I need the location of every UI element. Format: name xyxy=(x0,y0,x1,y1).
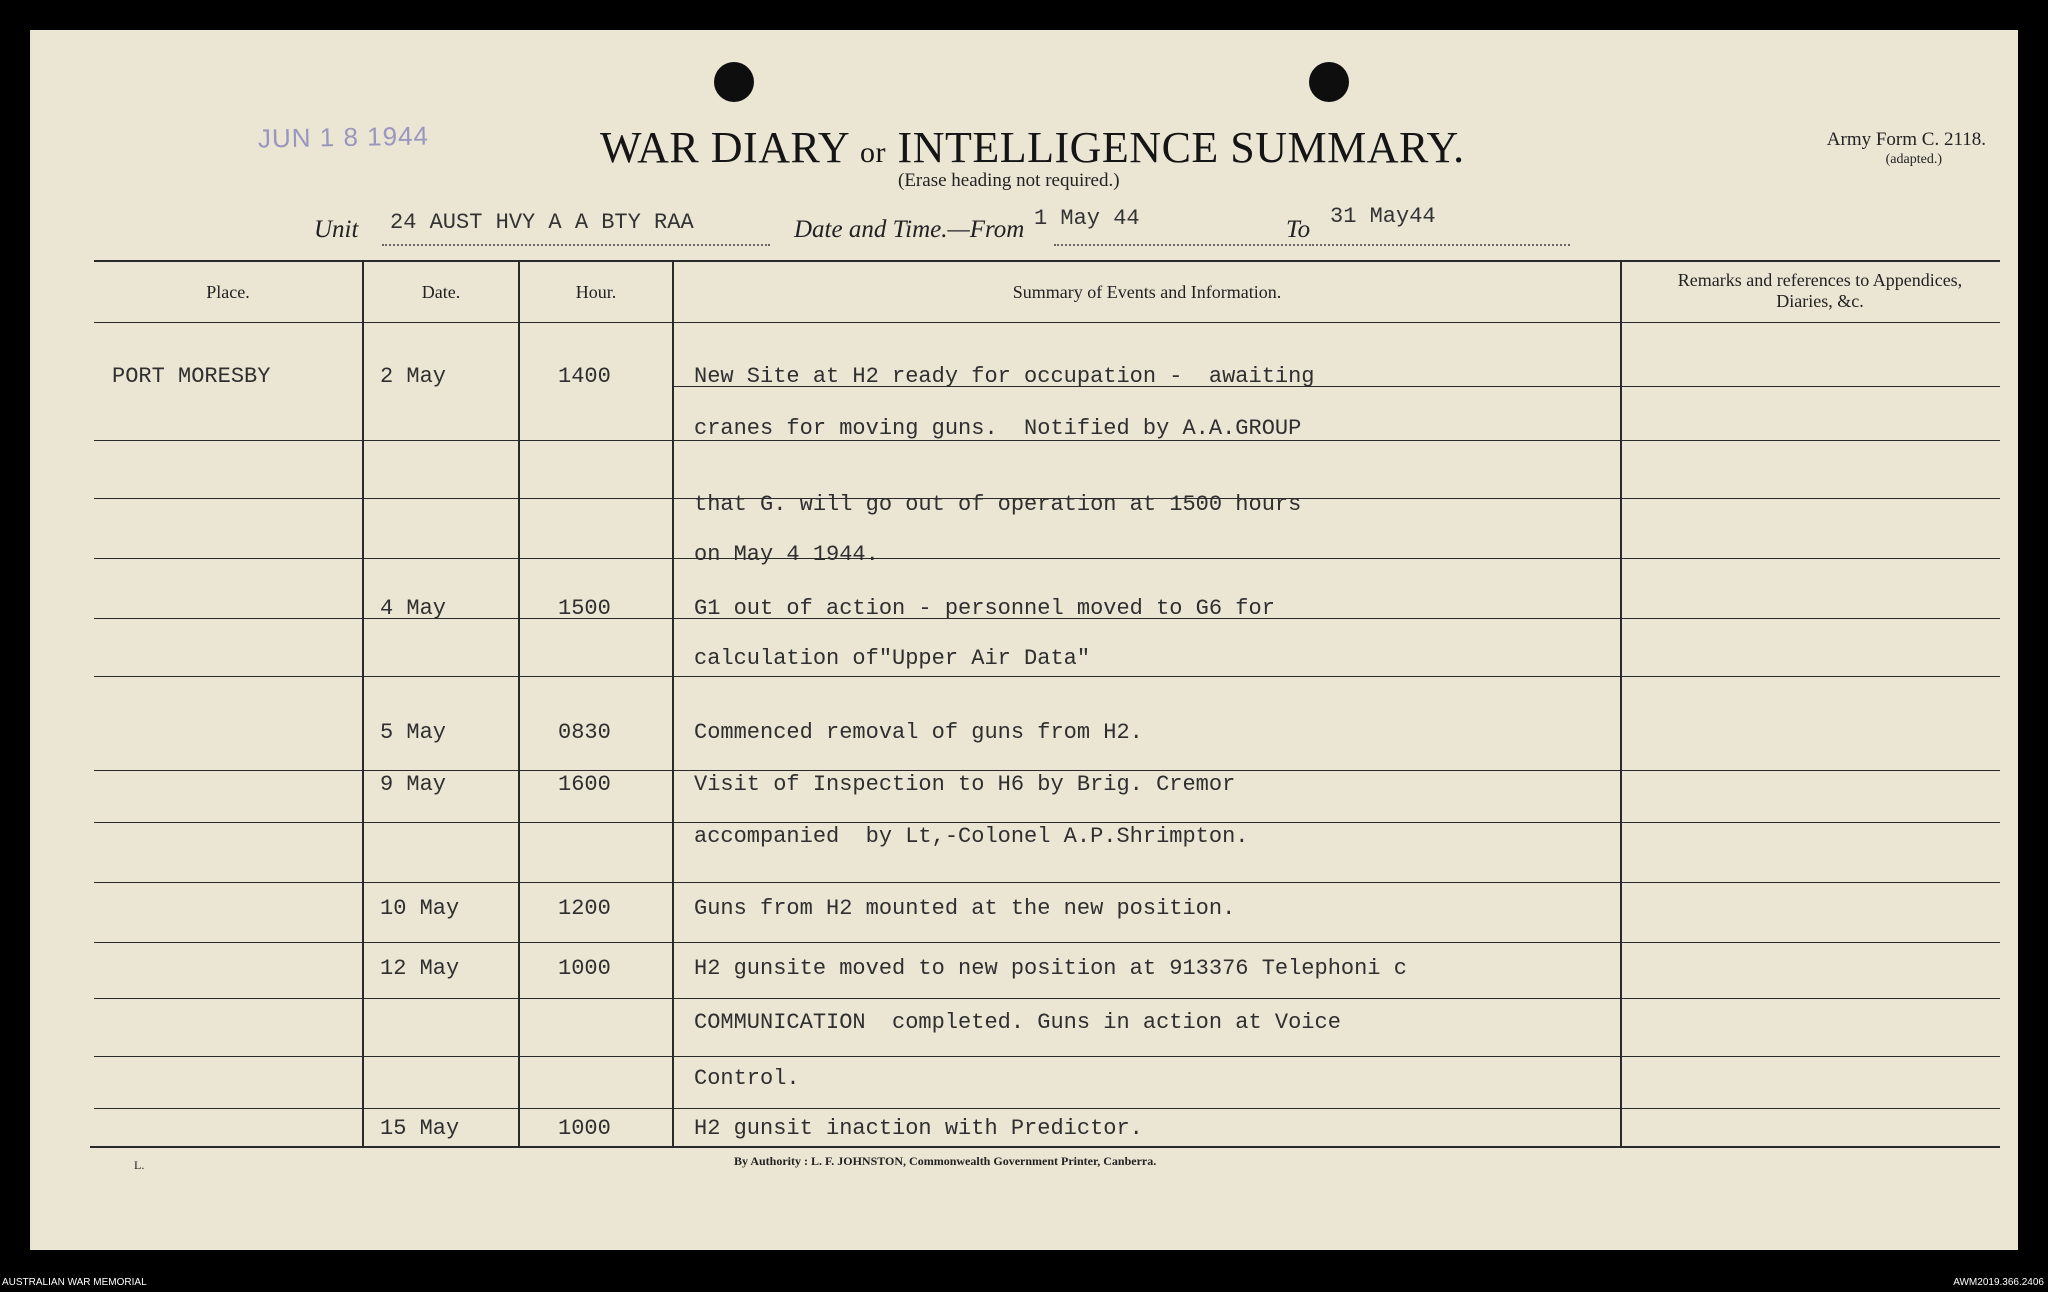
entry-date: 2 May xyxy=(380,364,447,389)
entry-summary: New Site at H2 ready for occupation - awaiting xyxy=(694,364,1315,389)
title-or: or xyxy=(860,136,887,169)
footer-authority-text: By Authority : L. F. JOHNSTON, Commonwealth Government Printer, Canberra. xyxy=(734,1154,1157,1168)
entry-summary: accompanied by Lt,-Colonel A.P.Shrimpton. xyxy=(694,824,1249,849)
column-divider-summary xyxy=(1620,260,1622,1148)
entry-hour: 1000 xyxy=(558,956,611,981)
caption-source: AUSTRALIAN WAR MEMORIAL xyxy=(2,1277,147,1288)
received-date-stamp: JUN 1 8 1944 xyxy=(257,120,430,154)
army-form-label: Army Form C. 2118. xyxy=(1826,129,1986,150)
row-rule xyxy=(94,1056,2000,1057)
entry-summary: G1 out of action - personnel moved to G6 for xyxy=(694,596,1275,621)
unit-value: 24 AUST HVY A A BTY RAA xyxy=(390,210,694,235)
date-to-label: To xyxy=(1286,216,1311,243)
entry-date: 5 May xyxy=(380,720,447,745)
unit-label: Unit xyxy=(314,216,359,243)
column-header-hour: Hour. xyxy=(575,282,617,302)
entry-summary: Guns from H2 mounted at the new position. xyxy=(694,896,1236,921)
entry-hour: 1400 xyxy=(558,364,611,389)
row-rule xyxy=(94,882,2000,883)
row-rule xyxy=(94,322,2000,323)
date-from-value: 1 May 44 xyxy=(1034,206,1140,231)
entry-summary: on May 4 1944. xyxy=(694,542,879,567)
entry-summary: Visit of Inspection to H6 by Brig. Cremor xyxy=(694,772,1236,797)
footer-authority xyxy=(734,1154,1156,1169)
form-title xyxy=(600,122,1465,173)
column-header-remarks: Remarks and references to Appendices, Diaries, &c. xyxy=(1677,270,1963,311)
entry-summary: calculation of"Upper Air Data" xyxy=(694,646,1091,671)
row-rule xyxy=(94,998,2000,999)
army-form-number xyxy=(1827,130,1986,170)
unit-dotted-line xyxy=(382,244,770,246)
caption-accession-number: AWM2019.366.2406 xyxy=(1953,1277,2044,1288)
entry-hour: 0830 xyxy=(558,720,611,745)
army-form-adapted: (adapted.) xyxy=(1885,152,1942,167)
punch-hole-left xyxy=(714,62,754,102)
date-time-label: Date and Time.—From xyxy=(794,216,1025,243)
row-rule xyxy=(94,822,2000,823)
table-bottom-border xyxy=(90,1146,2000,1148)
diary-page xyxy=(30,30,2018,1250)
row-rule xyxy=(94,676,2000,677)
entry-summary: COMMUNICATION completed. Guns in action at Voice xyxy=(694,1010,1341,1035)
entry-summary: H2 gunsite moved to new position at 913376 Telephoni c xyxy=(694,956,1407,981)
entry-hour: 1600 xyxy=(558,772,611,797)
entry-hour: 1500 xyxy=(558,596,611,621)
row-rule xyxy=(94,558,2000,559)
entry-summary: Control. xyxy=(694,1066,800,1091)
punch-hole-right xyxy=(1309,62,1349,102)
entry-date: 10 May xyxy=(380,896,460,921)
title-war-diary: WAR DIARY xyxy=(600,123,849,172)
entry-summary: cranes for moving guns. Notified by A.A.GROUP xyxy=(694,416,1302,441)
title-intelligence-summary: INTELLIGENCE SUMMARY. xyxy=(897,123,1465,172)
entry-summary: Commenced removal of guns from H2. xyxy=(694,720,1143,745)
date-to-value: 31 May44 xyxy=(1330,204,1436,229)
date-from-dotted-line xyxy=(1054,244,1314,246)
entry-summary: that G. will go out of operation at 1500 hours xyxy=(694,492,1302,517)
date-to-dotted-line xyxy=(1316,244,1570,246)
footer-form-code: L. xyxy=(134,1158,145,1172)
column-header-summary: Summary of Events and Information. xyxy=(1012,282,1282,302)
column-header-place: Place. xyxy=(206,282,250,302)
unit-date-line xyxy=(30,204,2018,250)
entry-place: PORT MORESBY xyxy=(112,364,271,389)
entry-hour: 1000 xyxy=(558,1116,611,1141)
row-rule xyxy=(94,770,2000,771)
entry-summary: H2 gunsit inaction with Predictor. xyxy=(694,1116,1143,1141)
column-divider-place xyxy=(362,260,364,1148)
entry-date: 9 May xyxy=(380,772,447,797)
row-rule xyxy=(94,942,2000,943)
form-subtitle: (Erase heading not required.) xyxy=(898,170,1120,191)
table-top-border xyxy=(94,260,2000,262)
row-rule xyxy=(94,1108,2000,1109)
entry-date: 12 May xyxy=(380,956,460,981)
entry-date: 4 May xyxy=(380,596,447,621)
entry-date: 15 May xyxy=(380,1116,460,1141)
column-header-date: Date. xyxy=(421,282,461,302)
entry-hour: 1200 xyxy=(558,896,611,921)
column-divider-hour xyxy=(672,260,674,1148)
column-divider-date xyxy=(518,260,520,1148)
